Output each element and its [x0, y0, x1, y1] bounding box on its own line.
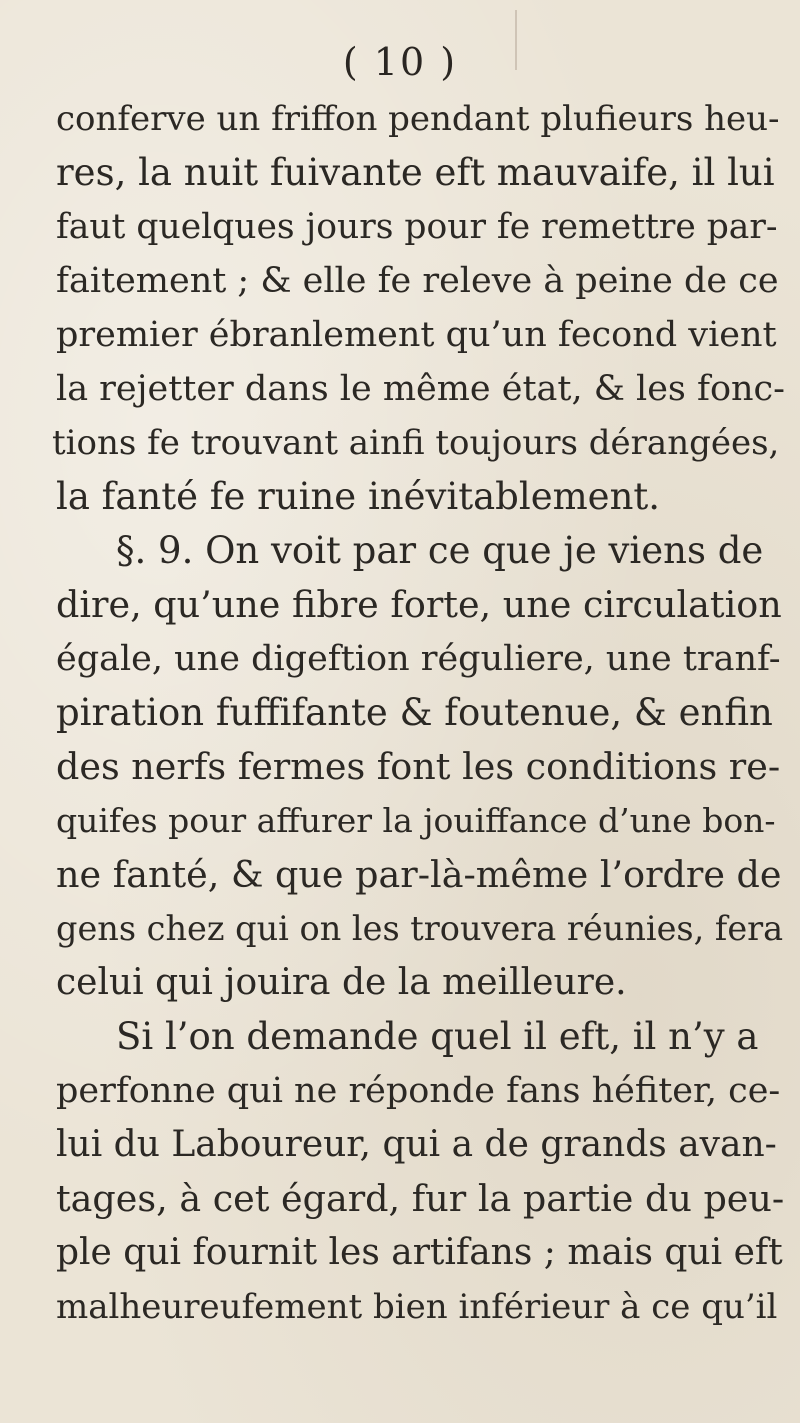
text-line: lui du Laboureur, qui a de grands avan- — [56, 1124, 777, 1165]
text-line: perfonne qui ne réponde fans héfiter, ce- — [56, 1071, 781, 1111]
text-line: des nerfs fermes font les conditions re- — [56, 745, 781, 788]
text-line: piration fuffifante & foutenue, & enfin — [56, 691, 773, 734]
text-line: premier ébranlement qu’un fecond vient — [56, 315, 777, 355]
text-line: la fanté fe ruine inévitablement. — [56, 475, 661, 518]
text-line: gens chez qui on les trouvera réunies, fera — [56, 909, 784, 948]
text-line: quifes pour affurer la jouiffance d’une bon- — [56, 801, 776, 840]
text-line: dire, qu’une fibre forte, une circulation — [56, 583, 782, 626]
text-line: conferve un friffon pendant plufieurs heu- — [56, 99, 780, 139]
text-line: faitement ; & elle fe releve à peine de ce — [56, 261, 779, 301]
text-line: ple qui fournit les artifans ; mais qui eft — [56, 1232, 783, 1273]
text-line: tages, à cet égard, fur la partie du peu- — [56, 1177, 785, 1220]
text-line: égale, une digeftion réguliere, une tranf- — [56, 639, 781, 679]
text-line: faut quelques jours pour fe remettre par- — [56, 207, 778, 247]
text-line: Si l’on demande quel il eft, il n’y a — [116, 1015, 759, 1058]
section-heading-line: §. 9. On voit par ce que je viens de — [116, 529, 764, 572]
text-line: res, la nuit fuivante eft mauvaife, il lui — [56, 151, 775, 194]
text-line: la rejetter dans le même état, & les fonc- — [56, 369, 785, 409]
text-line: ne fanté, & que par-là-même l’ordre de — [56, 853, 782, 896]
text-line: malheureufement bien inférieur à ce qu’il — [56, 1287, 778, 1327]
text-line: tions fe trouvant ainfi toujours dérangées, — [52, 423, 780, 463]
text-line: celui qui jouira de la meilleure. — [56, 962, 627, 1003]
page-number: ( 10 ) — [342, 40, 458, 84]
